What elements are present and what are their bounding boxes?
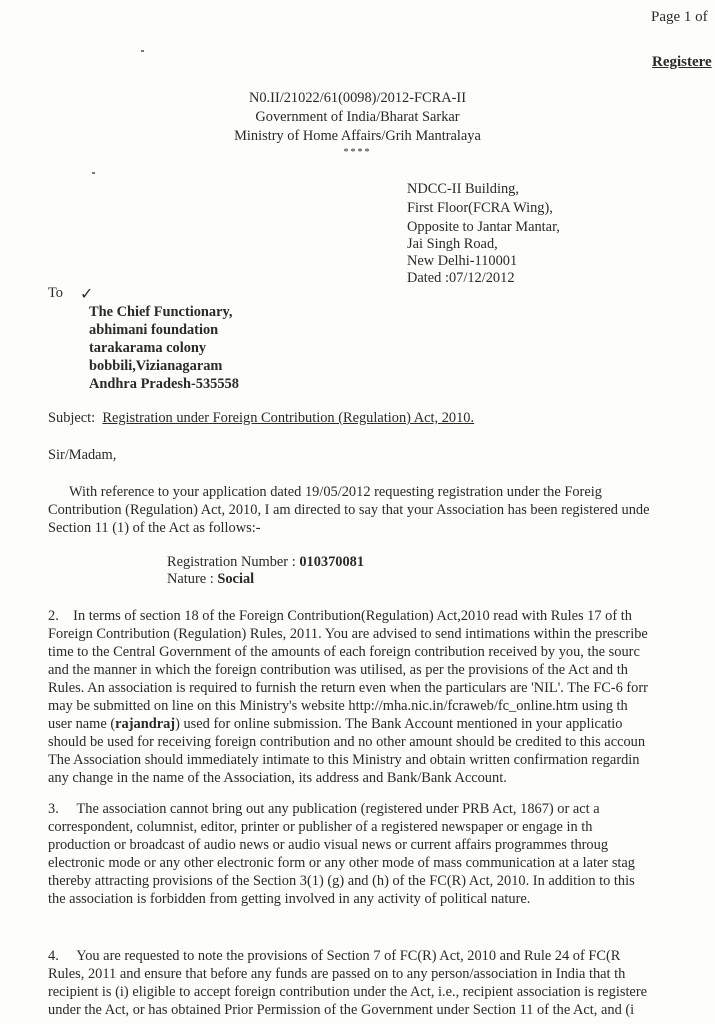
- paragraph-line: [48, 715, 715, 733]
- paragraph-line: should be used for receiving foreign contribution and no other amount should be credited to this accoun: [48, 734, 646, 750]
- paragraph-line: With reference to your application dated 19/05/2012 requesting registration under the Foreig: [69, 484, 602, 500]
- paragraph-line: recipient is (i) eligible to accept foreign contribution under the Act, i.e., recipient association is registere: [48, 984, 648, 1000]
- recipient-line: The Chief Functionary,: [89, 304, 233, 320]
- username-prefix: user name (: [48, 716, 116, 732]
- nature-value: Social: [217, 571, 255, 587]
- paragraph-line: thereby attracting provisions of the Section 3(1) (g) and (h) of the FC(R) Act, 2010. In addition to this: [48, 873, 635, 889]
- letter-date: Dated :07/12/2012: [407, 270, 515, 286]
- paragraph-2: [48, 607, 715, 787]
- scan-speck: [92, 172, 95, 174]
- tick-mark-icon: ✓: [80, 286, 94, 303]
- government-name: Government of India/Bharat Sarkar: [255, 109, 460, 125]
- registration-number-line: [167, 553, 364, 571]
- paragraph-4: [48, 947, 715, 1019]
- paragraph-line: The Association should immediately intimate to this Ministry and obtain written confirmation regardin: [48, 752, 640, 768]
- header-stars: ****: [343, 147, 372, 158]
- paragraph-line: the association is forbidden from getting involved in any activity of political nature.: [48, 891, 531, 907]
- paragraph-line: Foreign Contribution (Regulation) Rules, 2011. You are advised to send intimations within the prescribe: [48, 626, 648, 642]
- address-line: First Floor(FCRA Wing),: [407, 200, 553, 216]
- subject-line: [48, 409, 474, 427]
- recipient-line: Andhra Pradesh-535558: [89, 376, 239, 392]
- scan-speck: [141, 50, 144, 52]
- nature-label: Nature :: [167, 571, 214, 587]
- address-line: New Delhi-110001: [407, 253, 518, 269]
- paragraph-line: electronic mode or any other electronic form or any other mode of mass communication at a later stag: [48, 855, 636, 871]
- paragraph-line: Rules, 2011 and ensure that before any funds are passed on to any person/association in India that th: [48, 966, 626, 982]
- paragraph-line: 2. In terms of section 18 of the Foreign Contribution(Regulation) Act,2010 read with Rules 17 of th: [48, 608, 632, 624]
- recipient-line: tarakarama colony: [89, 340, 207, 356]
- paragraph-line: production or broadcast of audio news or audio visual news or current affairs programmes throug: [48, 837, 609, 853]
- paragraph-line: Contribution (Regulation) Act, 2010, I am directed to say that your Association has been registered unde: [48, 502, 650, 518]
- paragraph-line: any change in the name of the Association, its address and Bank/Bank Account.: [48, 770, 507, 786]
- paragraph-line: correspondent, columnist, editor, printer or publisher of a registered newspaper or engage in th: [48, 819, 593, 835]
- salutation: Sir/Madam,: [48, 447, 117, 463]
- subject-label: Subject:: [48, 410, 96, 426]
- paragraph-line: under the Act, or has obtained Prior Permission of the Government under Section 11 of the Act, and (i: [48, 1002, 635, 1018]
- registration-number-value: 010370081: [299, 554, 365, 570]
- paragraph-line: 3. The association cannot bring out any publication (registered under PRB Act, 1867) or act a: [48, 801, 600, 817]
- paragraph-line: 4. You are requested to note the provisions of Section 7 of FC(R) Act, 2010 and Rule 24 of FC(R: [48, 948, 621, 964]
- address-line: NDCC-II Building,: [407, 181, 519, 197]
- ministry-name: Ministry of Home Affairs/Grih Mantralaya: [234, 128, 481, 144]
- registered-label: Registere: [652, 54, 712, 70]
- intro-paragraph: [48, 483, 715, 537]
- paragraph-line: and the manner in which the foreign contribution was utilised, as per the provisions of the Act and th: [48, 662, 628, 678]
- paragraph-3: [48, 800, 715, 908]
- page-number: Page 1 of: [651, 9, 708, 25]
- paragraph-line: time to the Central Government of the amounts of each foreign contribution received by you, the sourc: [48, 644, 640, 660]
- to-label: To: [48, 285, 63, 301]
- paragraph-line: Section 11 (1) of the Act as follows:-: [48, 520, 261, 536]
- nature-line: [167, 570, 254, 588]
- username-suffix: ) used for online submission. The Bank Account mentioned in your applicatio: [175, 716, 623, 732]
- online-username: rajandraj: [115, 716, 176, 732]
- reference-number: N0.II/21022/61(0098)/2012-FCRA-II: [248, 90, 467, 106]
- registration-number-label: Registration Number :: [167, 554, 296, 570]
- address-line: Jai Singh Road,: [407, 236, 498, 252]
- address-line: Opposite to Jantar Mantar,: [407, 219, 560, 235]
- subject-text: Registration under Foreign Contribution (Regulation) Act, 2010.: [102, 410, 475, 426]
- recipient-line: bobbili,Vizianagaram: [89, 358, 223, 374]
- paragraph-line: may be submitted on line on this Ministry's website http://mha.nic.in/fcraweb/fc_online.htm using th: [48, 698, 628, 714]
- paragraph-line: Rules. An association is required to furnish the return even when the particulars are 'NIL'. The FC-6 forr: [48, 680, 648, 696]
- recipient-line: abhimani foundation: [89, 322, 219, 338]
